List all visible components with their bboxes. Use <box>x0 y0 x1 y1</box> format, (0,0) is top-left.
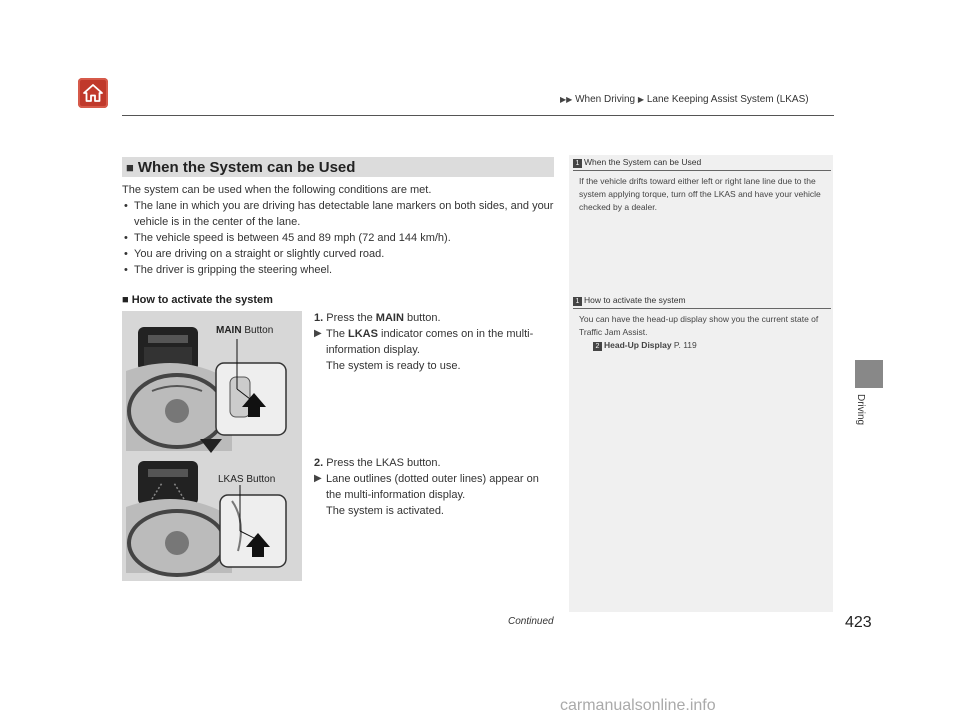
section-header <box>122 157 554 177</box>
chapter-tab-label[interactable]: Driving <box>855 394 866 426</box>
note-2-body: You can have the head-up display show you the current state of Traffic Jam Assist. 2 Head-Up Display P. 119 <box>573 309 831 352</box>
breadcrumb-item-lkas[interactable]: Lane Keeping Assist System (LKAS) <box>646 94 809 105</box>
bullet-item: • You are driving on a straight or slightly curved road. <box>122 246 562 262</box>
sidebar-note-2 <box>573 295 831 352</box>
breadcrumb <box>560 94 809 105</box>
step-1-text: 1. Press the MAIN button. <box>314 312 441 324</box>
note-2-title: 1 How to activate the system <box>573 295 831 306</box>
page-ref-icon: 2 <box>593 342 602 351</box>
note-1-body: If the vehicle drifts toward either left or right lane line due to the system applying torque, turn off the LKAS and have your vehicle checked by a dealer. <box>579 176 821 212</box>
square-bullet-icon: ■ <box>126 159 134 175</box>
breadcrumb-item-when-driving[interactable]: When Driving <box>575 94 636 105</box>
breadcrumb-arrow-icon: ▶▶ <box>560 95 573 104</box>
result-arrow-icon: ▶ <box>314 328 322 339</box>
home-icon <box>82 83 104 103</box>
section-body <box>122 182 562 278</box>
home-button[interactable] <box>78 78 108 108</box>
sidebar-note-1 <box>573 157 831 214</box>
step-2 <box>314 455 554 519</box>
breadcrumb-arrow-icon: ▶ <box>637 95 645 104</box>
result-arrow-icon: ▶ <box>314 473 322 484</box>
step-2-result-note: The system is activated. <box>326 505 444 517</box>
chapter-tab-marker <box>855 360 883 388</box>
main-button-callout: MAIN Button <box>216 325 274 336</box>
bullet-item: • The lane in which you are driving has detectable lane markers on both sides, and your vehicle is in the center of the lane. <box>122 198 562 230</box>
continued-label: Continued <box>508 616 554 627</box>
section-title: When the System can be Used <box>137 158 356 176</box>
square-bullet-icon: ■ <box>122 294 129 306</box>
notes-sidebar <box>569 155 833 612</box>
steering-wheel-diagram-icon <box>122 311 302 581</box>
lkas-button-callout: LKAS Button <box>218 474 276 485</box>
bullet-item: • The driver is gripping the steering wheel. <box>122 262 562 278</box>
step-1 <box>314 310 554 374</box>
page-reference-link[interactable]: 2 Head-Up Display P. 119 <box>579 339 825 352</box>
note-ref-icon: 1 <box>573 159 582 168</box>
intro-text: The system can be used when the following conditions are met. <box>122 184 432 196</box>
page-number: 423 <box>845 614 872 631</box>
step-1-result: ▶ The LKAS indicator comes on in the multi-information display. The system is ready to use. <box>314 326 554 374</box>
watermark: carmanualsonline.info <box>560 697 716 714</box>
header-divider <box>122 115 834 116</box>
step-1-result-note: The system is ready to use. <box>326 360 461 372</box>
step-2-result: ▶ Lane outlines (dotted outer lines) appear on the multi-information display. The system is activated. <box>314 471 554 519</box>
steering-wheel-illustration <box>122 311 302 581</box>
step-2-text: 2. Press the LKAS button. <box>314 457 441 469</box>
subsection-title: ■ How to activate the system <box>122 294 273 306</box>
note-1-title: 1 When the System can be Used <box>573 157 831 168</box>
note-ref-icon: 1 <box>573 297 582 306</box>
bullet-item: • The vehicle speed is between 45 and 89 mph (72 and 144 km/h). <box>122 230 562 246</box>
